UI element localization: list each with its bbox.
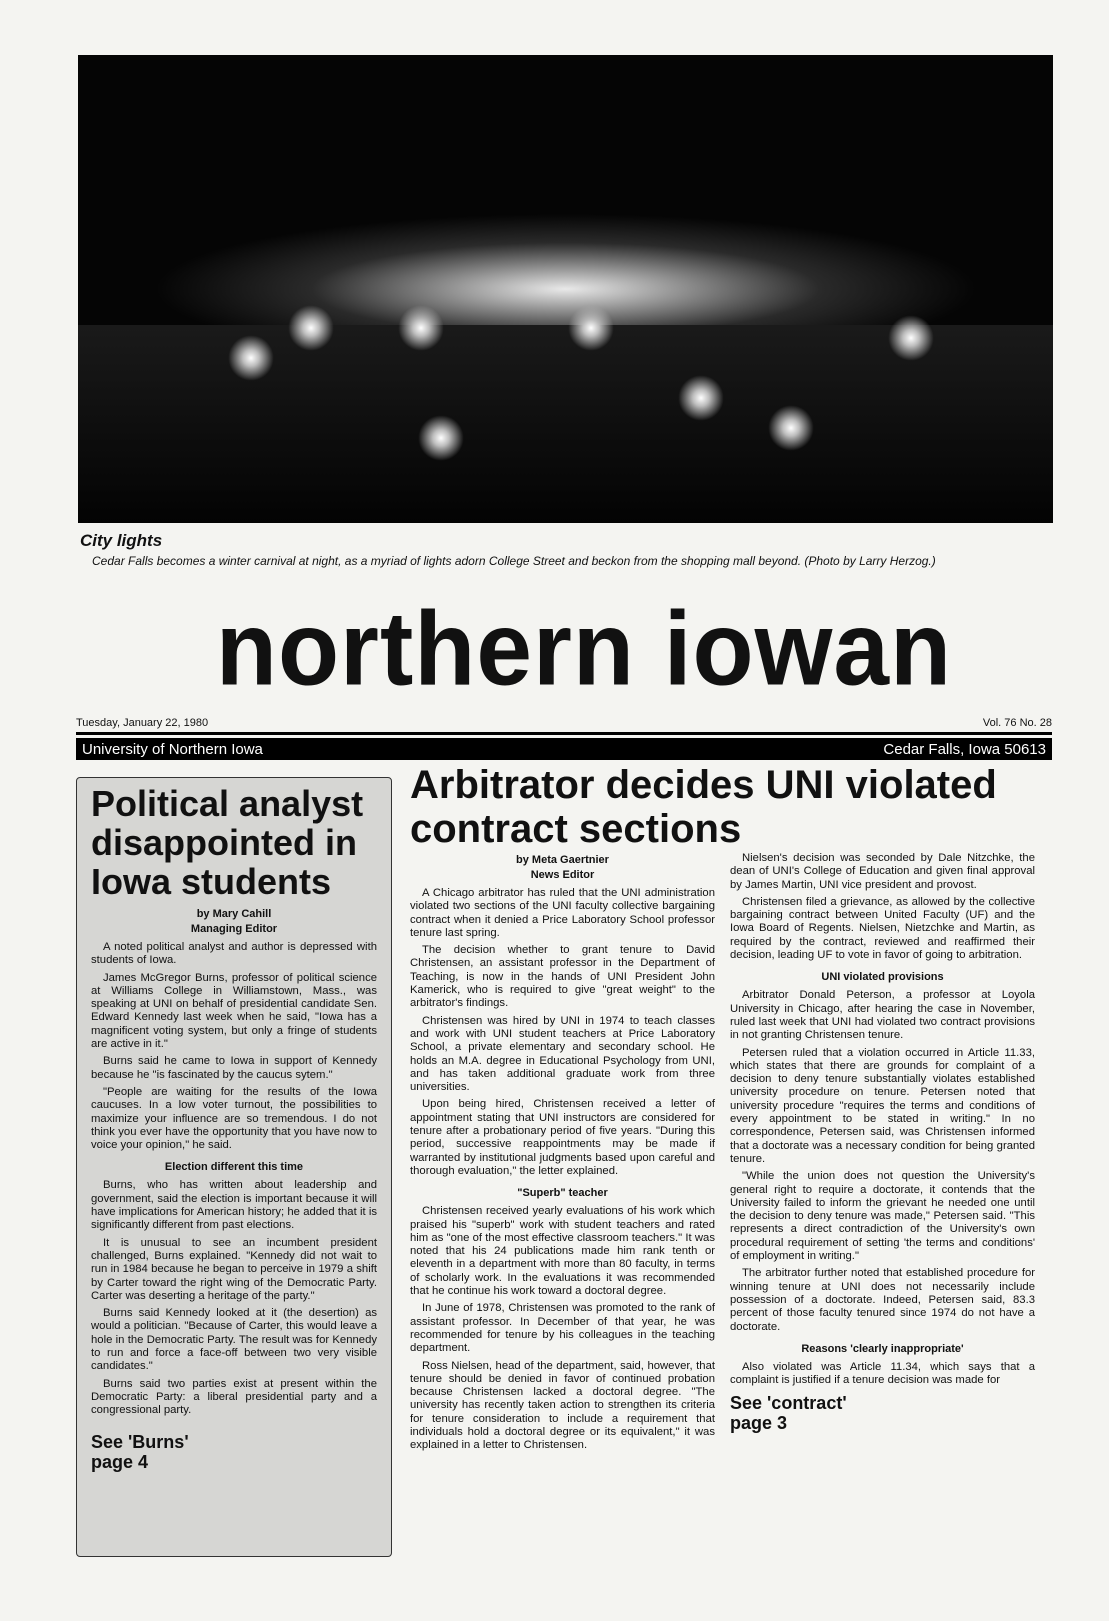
photo-caption-title: City lights [80, 531, 163, 550]
main-story-column-1 [410, 853, 715, 1453]
sidebar-paragraph: Burns said two parties exist at present within the Democratic Party: a liberal presidential party and a congressional party. [91, 1377, 377, 1417]
sidebar-byline: by Mary Cahill [196, 908, 272, 920]
sidebar-paragraph: James McGregor Burns, professor of political science at Williams College in Williamstown, Mass., was speaking at UNI on behalf of presidential candidate Sen. Edward Kennedy last week when he said, "Iowa has a magnificent voting system, but only a fringe of students are active in it." [91, 971, 377, 1051]
sidebar-byline-title: Managing Editor [190, 923, 278, 935]
main-paragraph: The arbitrator further noted that established procedure for winning tenure at UNI does not necessarily include possession of a doctorate. Indeed, Petersen said, 83.3 percent of those faculty tenured since 1974 do not have a doctorate. [730, 1267, 1035, 1333]
main-subhead: Reasons 'clearly inappropriate' [801, 1342, 964, 1355]
photo-light [418, 415, 464, 461]
sidebar-paragraph: "People are waiting for the results of the Iowa caucuses. In a low voter turnout, the possibilities to maximize your influence are so tremendous. I do not think you ever have the opportunity that you have now to voice your opinion," he said. [91, 1085, 377, 1152]
photo-light [568, 305, 614, 351]
main-paragraph: Also violated was Article 11.34, which says that a complaint is justified if a tenure decision was made for [730, 1360, 1035, 1387]
cover-photo [78, 55, 1053, 523]
main-jump-page: page 3 [730, 1413, 788, 1434]
photo-caption-text: Cedar Falls becomes a winter carnival at night, as a myriad of lights adorn College Street and beckon from the shopping mall beyond. (Photo by Larry Herzog.) [92, 554, 936, 568]
photo-light [228, 335, 274, 381]
photo-light [288, 305, 334, 351]
sidebar-paragraph: Burns said Kennedy looked at it (the desertion) as would a politician. "Because of Carter, this would leave a hole in the Democratic Party. The result was for Kennedy to run and force a face-off between two very visible candidates." [91, 1307, 377, 1373]
sidebar-paragraph: Burns said he came to Iowa in support of Kennedy because he "is fascinated by the caucus sytem." [91, 1055, 377, 1081]
sidebar-jump-page: page 4 [91, 1451, 149, 1472]
sidebar-headline: Political analyst disappointed in Iowa students [91, 783, 364, 902]
location: Cedar Falls, Iowa 50613 [883, 740, 1046, 758]
issue-volume: Vol. 76 No. 28 [982, 717, 1052, 729]
main-paragraph: A Chicago arbitrator has ruled that the UNI administration violated two sections of the UNI faculty collective bargaining contract when it denied a Price Laboratory School professor tenure last spring. [410, 887, 715, 939]
main-paragraph: Ross Nielsen, head of the department, said, however, that tenure should be denied in favor of continued probation because Christensen lacked a doctoral degree. "The university has recently taken action to strengthen its criteria for tenure consideration to include a requirement that individuals hold a doctoral degree or its equivalent," it was explained in a letter to Christensen. [410, 1359, 715, 1452]
sidebar-subhead: Election different this time [164, 1161, 304, 1174]
main-subhead: UNI violated provisions [821, 971, 944, 984]
photo-light [678, 375, 724, 421]
main-byline-title: News Editor [530, 869, 595, 881]
newspaper-title: northern iowan [215, 590, 953, 708]
main-story-column-2 [730, 848, 1035, 1433]
main-paragraph: Nielsen's decision was seconded by Dale Nitzchke, the dean of UNI's College of Education and given final approval by James Martin, UNI vice president and provost. [730, 852, 1035, 891]
sidebar-story [76, 777, 392, 1557]
sidebar-paragraph: A noted political analyst and author is depressed with students of Iowa. [91, 941, 377, 967]
photo-light [398, 305, 444, 351]
photo-light [888, 315, 934, 361]
issue-date: Tuesday, January 22, 1980 [76, 717, 209, 729]
university-name: University of Northern Iowa [82, 740, 263, 758]
main-jump-link[interactable] [730, 1393, 1035, 1433]
main-paragraph: Arbitrator Donald Peterson, a professor at Loyola University in Chicago, after hearing the case in November, ruled last week that UNI had violated two contract provisions in not granting Christensen tenure. [730, 989, 1035, 1042]
main-jump-label: See 'contract' [730, 1393, 847, 1414]
photo-light [768, 405, 814, 451]
sidebar-paragraph: It is unusual to see an incumbent president challenged, Burns explained. "Kennedy did not wait to run in 1984 because he began to perceive in 1979 a shift by Carter toward the right wing of the Democratic Party. Carter was deserting a heritage of the party." [91, 1236, 377, 1302]
masthead-rule [76, 732, 1052, 735]
main-paragraph: Christensen filed a grievance, as allowed by the collective bargaining contract between United Faculty (UF) and the Iowa Board of Regents. Nielsen, Nietzchke and Martin, as required by the contract, reviewed and reaffirmed their decision, leading UF to vote in favor of going to arbitration. [730, 895, 1035, 962]
main-paragraph: Upon being hired, Christensen received a letter of appointment stating that UNI instructors are considered for tenure after a probationary period of five years. "During this period, successive reappointments may be made if warranted by institutional judgments based upon careful and thorough evaluation," the letter explained. [410, 1098, 715, 1177]
main-paragraph: Petersen ruled that a violation occurred in Article 11.33, which states that there are grounds for complaint of a decision to deny tenure substantially violates established university procedure on tenure. Petersen noted that university procedure "requires the terms and conditions of every appointment to be stated in writing." In no correspondence, Petersen said, was Christensen informed that a doctorate was a necessary condition for being granted tenure. [730, 1046, 1035, 1165]
main-paragraph: "While the union does not question the University's general right to require a doctorate, it contends that the University failed to inform the grievant he needed one until the decision to deny tenure was made," Petersen said. "This represents a direct contradiction of the University's own procedural requirement of setting 'the terms and conditions' of employment in writing." [730, 1170, 1035, 1263]
sidebar-jump-link[interactable] [91, 1432, 377, 1472]
sidebar-jump-label: See 'Burns' [91, 1431, 189, 1452]
main-paragraph: In June of 1978, Christensen was promoted to the rank of assistant professor. In December of that year, he was recommended for tenure by his colleagues in the teaching department. [410, 1302, 715, 1355]
main-headline: Arbitrator decides UNI violated contract sections [410, 763, 997, 851]
sidebar-paragraph: Burns, who has written about leadership and government, said the election is important because it will have implications for American history; he added that it is significantly different from past elections. [91, 1179, 377, 1232]
main-subhead: "Superb" teacher [517, 1187, 608, 1200]
main-paragraph: Christensen was hired by UNI in 1974 to teach classes and work with UNI student teachers at Price Laboratory School, a private elementary and secondary school. He holds an M.A. degree in Educational Psychology from UNI, and has taken additional graduate work from three universities. [410, 1014, 715, 1094]
masthead-bar [76, 738, 1052, 760]
main-byline: by Meta Gaertnier [516, 854, 609, 866]
main-paragraph: The decision whether to grant tenure to David Christensen, an assistant professor in the Department of Teaching, is now in the hands of UNI President John Kamerick, who is required to give "great weight" to the arbitrator's findings. [410, 944, 715, 1010]
main-paragraph: Christensen received yearly evaluations of his work which praised his "superb" work with student teachers and rated him as "one of the most effective classroom teachers." It was noted that his 24 publications made him rank tenth or eleventh in a department with more than 80 faculty, in terms of scholarly work. In the evaluations it was recommended that he continue his work toward a doctoral degree. [410, 1205, 715, 1298]
